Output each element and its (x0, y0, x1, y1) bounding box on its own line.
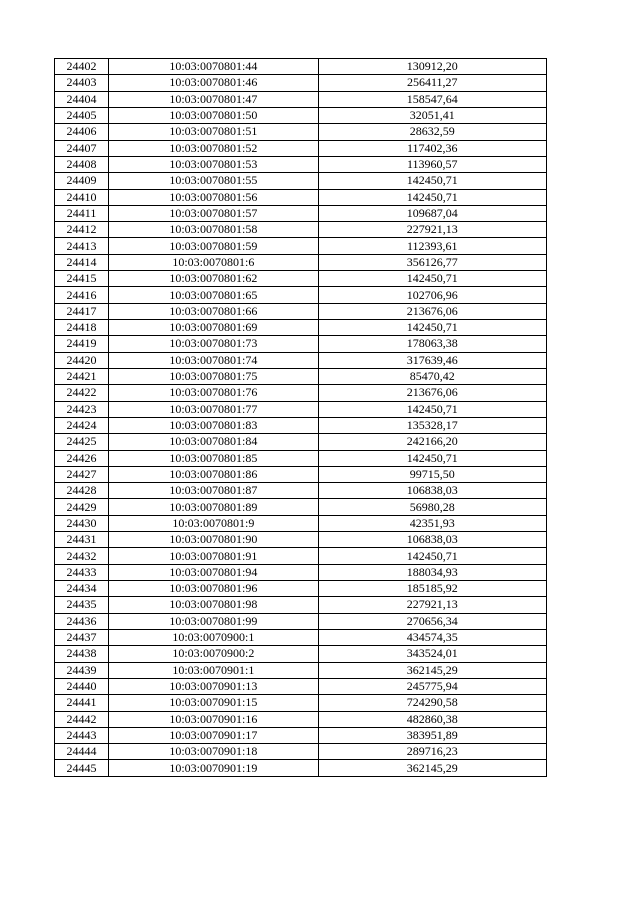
table-row (55, 124, 547, 140)
cadastral-number-cell: 10:03:0070901:1 (109, 662, 318, 678)
value-cell: 213676,06 (318, 385, 546, 401)
value-cell: 102706,96 (318, 287, 546, 303)
value-cell: 227921,13 (318, 597, 546, 613)
table-body (55, 59, 547, 777)
row-number-cell: 24402 (55, 59, 109, 75)
value-cell: 142450,71 (318, 548, 546, 564)
value-cell: 109687,04 (318, 205, 546, 221)
table-row (55, 320, 547, 336)
value-cell: 158547,64 (318, 91, 546, 107)
value-cell: 482860,38 (318, 711, 546, 727)
row-number-cell: 24432 (55, 548, 109, 564)
table-row (55, 287, 547, 303)
row-number-cell: 24416 (55, 287, 109, 303)
row-number-cell: 24426 (55, 450, 109, 466)
row-number-cell: 24429 (55, 499, 109, 515)
row-number-cell: 24413 (55, 238, 109, 254)
cadastral-number-cell: 10:03:0070801:62 (109, 271, 318, 287)
table-row (55, 646, 547, 662)
cadastral-number-cell: 10:03:0070801:44 (109, 59, 318, 75)
cadastral-number-cell: 10:03:0070801:51 (109, 124, 318, 140)
table-row (55, 271, 547, 287)
row-number-cell: 24420 (55, 352, 109, 368)
value-cell: 242166,20 (318, 434, 546, 450)
value-cell: 270656,34 (318, 613, 546, 629)
value-cell: 42351,93 (318, 515, 546, 531)
cadastral-number-cell: 10:03:0070801:55 (109, 173, 318, 189)
cadastral-number-cell: 10:03:0070801:84 (109, 434, 318, 450)
table-row (55, 515, 547, 531)
row-number-cell: 24442 (55, 711, 109, 727)
value-cell: 724290,58 (318, 695, 546, 711)
table-row (55, 466, 547, 482)
cadastral-number-cell: 10:03:0070801:65 (109, 287, 318, 303)
table-row (55, 173, 547, 189)
value-cell: 383951,89 (318, 727, 546, 743)
row-number-cell: 24437 (55, 629, 109, 645)
table-row (55, 662, 547, 678)
cadastral-number-cell: 10:03:0070801:75 (109, 368, 318, 384)
value-cell: 106838,03 (318, 532, 546, 548)
table-row (55, 450, 547, 466)
cadastral-number-cell: 10:03:0070900:1 (109, 629, 318, 645)
table-row (55, 254, 547, 270)
row-number-cell: 24414 (55, 254, 109, 270)
value-cell: 117402,36 (318, 140, 546, 156)
value-cell: 256411,27 (318, 75, 546, 91)
value-cell: 185185,92 (318, 581, 546, 597)
value-cell: 142450,71 (318, 320, 546, 336)
value-cell: 188034,93 (318, 564, 546, 580)
cadastral-number-cell: 10:03:0070801:73 (109, 336, 318, 352)
table-row (55, 417, 547, 433)
value-cell: 356126,77 (318, 254, 546, 270)
table-row (55, 760, 547, 776)
table-row (55, 548, 547, 564)
row-number-cell: 24405 (55, 107, 109, 123)
cadastral-number-cell: 10:03:0070901:18 (109, 744, 318, 760)
table-row (55, 564, 547, 580)
cadastral-number-cell: 10:03:0070801:69 (109, 320, 318, 336)
row-number-cell: 24441 (55, 695, 109, 711)
row-number-cell: 24424 (55, 417, 109, 433)
table-row (55, 156, 547, 172)
row-number-cell: 24425 (55, 434, 109, 450)
cadastral-number-cell: 10:03:0070801:83 (109, 417, 318, 433)
row-number-cell: 24435 (55, 597, 109, 613)
cadastral-number-cell: 10:03:0070801:58 (109, 222, 318, 238)
value-cell: 142450,71 (318, 173, 546, 189)
row-number-cell: 24440 (55, 678, 109, 694)
table-row (55, 581, 547, 597)
value-cell: 106838,03 (318, 483, 546, 499)
table-row (55, 678, 547, 694)
row-number-cell: 24428 (55, 483, 109, 499)
value-cell: 343524,01 (318, 646, 546, 662)
table-row (55, 140, 547, 156)
value-cell: 245775,94 (318, 678, 546, 694)
table-row (55, 368, 547, 384)
value-cell: 130912,20 (318, 59, 546, 75)
value-cell: 227921,13 (318, 222, 546, 238)
value-cell: 142450,71 (318, 450, 546, 466)
table-row (55, 711, 547, 727)
cadastral-number-cell: 10:03:0070901:15 (109, 695, 318, 711)
table-row (55, 107, 547, 123)
row-number-cell: 24408 (55, 156, 109, 172)
cadastral-number-cell: 10:03:0070801:90 (109, 532, 318, 548)
table-row (55, 385, 547, 401)
cadastral-number-cell: 10:03:0070801:85 (109, 450, 318, 466)
cadastral-number-cell: 10:03:0070901:16 (109, 711, 318, 727)
value-cell: 434574,35 (318, 629, 546, 645)
value-cell: 362145,29 (318, 662, 546, 678)
table-row (55, 483, 547, 499)
value-cell: 56980,28 (318, 499, 546, 515)
table-row (55, 352, 547, 368)
row-number-cell: 24438 (55, 646, 109, 662)
row-number-cell: 24433 (55, 564, 109, 580)
cadastral-number-cell: 10:03:0070801:89 (109, 499, 318, 515)
cadastral-number-cell: 10:03:0070901:19 (109, 760, 318, 776)
row-number-cell: 24403 (55, 75, 109, 91)
cadastral-number-cell: 10:03:0070801:74 (109, 352, 318, 368)
table-row (55, 532, 547, 548)
value-cell: 112393,61 (318, 238, 546, 254)
row-number-cell: 24406 (55, 124, 109, 140)
table-row (55, 336, 547, 352)
cadastral-number-cell: 10:03:0070801:9 (109, 515, 318, 531)
table-row (55, 75, 547, 91)
value-cell: 85470,42 (318, 368, 546, 384)
table-row (55, 205, 547, 221)
value-cell: 362145,29 (318, 760, 546, 776)
cadastral-number-cell: 10:03:0070801:52 (109, 140, 318, 156)
table-row (55, 59, 547, 75)
cadastral-number-cell: 10:03:0070801:50 (109, 107, 318, 123)
value-cell: 113960,57 (318, 156, 546, 172)
row-number-cell: 24417 (55, 303, 109, 319)
cadastral-number-cell: 10:03:0070801:56 (109, 189, 318, 205)
value-cell: 317639,46 (318, 352, 546, 368)
table-row (55, 597, 547, 613)
table-row (55, 303, 547, 319)
table-row (55, 727, 547, 743)
table-row (55, 434, 547, 450)
row-number-cell: 24443 (55, 727, 109, 743)
cadastral-number-cell: 10:03:0070901:17 (109, 727, 318, 743)
value-cell: 135328,17 (318, 417, 546, 433)
cadastral-number-cell: 10:03:0070801:59 (109, 238, 318, 254)
row-number-cell: 24421 (55, 368, 109, 384)
value-cell: 213676,06 (318, 303, 546, 319)
cadastral-number-cell: 10:03:0070801:53 (109, 156, 318, 172)
cadastral-number-cell: 10:03:0070901:13 (109, 678, 318, 694)
row-number-cell: 24423 (55, 401, 109, 417)
row-number-cell: 24410 (55, 189, 109, 205)
row-number-cell: 24445 (55, 760, 109, 776)
table-row (55, 629, 547, 645)
table-row (55, 189, 547, 205)
cadastral-number-cell: 10:03:0070801:91 (109, 548, 318, 564)
table-row (55, 401, 547, 417)
cadastral-number-cell: 10:03:0070801:57 (109, 205, 318, 221)
row-number-cell: 24439 (55, 662, 109, 678)
row-number-cell: 24404 (55, 91, 109, 107)
row-number-cell: 24419 (55, 336, 109, 352)
table-row (55, 222, 547, 238)
data-table (54, 58, 547, 777)
cadastral-number-cell: 10:03:0070801:6 (109, 254, 318, 270)
table-row (55, 744, 547, 760)
value-cell: 99715,50 (318, 466, 546, 482)
row-number-cell: 24407 (55, 140, 109, 156)
row-number-cell: 24436 (55, 613, 109, 629)
row-number-cell: 24422 (55, 385, 109, 401)
table-row (55, 613, 547, 629)
row-number-cell: 24412 (55, 222, 109, 238)
row-number-cell: 24444 (55, 744, 109, 760)
table-row (55, 695, 547, 711)
cadastral-number-cell: 10:03:0070801:86 (109, 466, 318, 482)
value-cell: 28632,59 (318, 124, 546, 140)
row-number-cell: 24434 (55, 581, 109, 597)
table-row (55, 91, 547, 107)
row-number-cell: 24415 (55, 271, 109, 287)
cadastral-number-cell: 10:03:0070801:94 (109, 564, 318, 580)
cadastral-number-cell: 10:03:0070801:46 (109, 75, 318, 91)
value-cell: 142450,71 (318, 271, 546, 287)
cadastral-number-cell: 10:03:0070801:96 (109, 581, 318, 597)
cadastral-number-cell: 10:03:0070801:47 (109, 91, 318, 107)
value-cell: 32051,41 (318, 107, 546, 123)
value-cell: 178063,38 (318, 336, 546, 352)
cadastral-number-cell: 10:03:0070801:66 (109, 303, 318, 319)
cadastral-number-cell: 10:03:0070801:99 (109, 613, 318, 629)
row-number-cell: 24427 (55, 466, 109, 482)
cadastral-number-cell: 10:03:0070801:77 (109, 401, 318, 417)
value-cell: 142450,71 (318, 189, 546, 205)
cadastral-number-cell: 10:03:0070801:87 (109, 483, 318, 499)
row-number-cell: 24409 (55, 173, 109, 189)
table-row (55, 499, 547, 515)
value-cell: 142450,71 (318, 401, 546, 417)
table-row (55, 238, 547, 254)
cadastral-number-cell: 10:03:0070801:98 (109, 597, 318, 613)
row-number-cell: 24418 (55, 320, 109, 336)
row-number-cell: 24430 (55, 515, 109, 531)
cadastral-number-cell: 10:03:0070900:2 (109, 646, 318, 662)
value-cell: 289716,23 (318, 744, 546, 760)
row-number-cell: 24431 (55, 532, 109, 548)
cadastral-number-cell: 10:03:0070801:76 (109, 385, 318, 401)
row-number-cell: 24411 (55, 205, 109, 221)
